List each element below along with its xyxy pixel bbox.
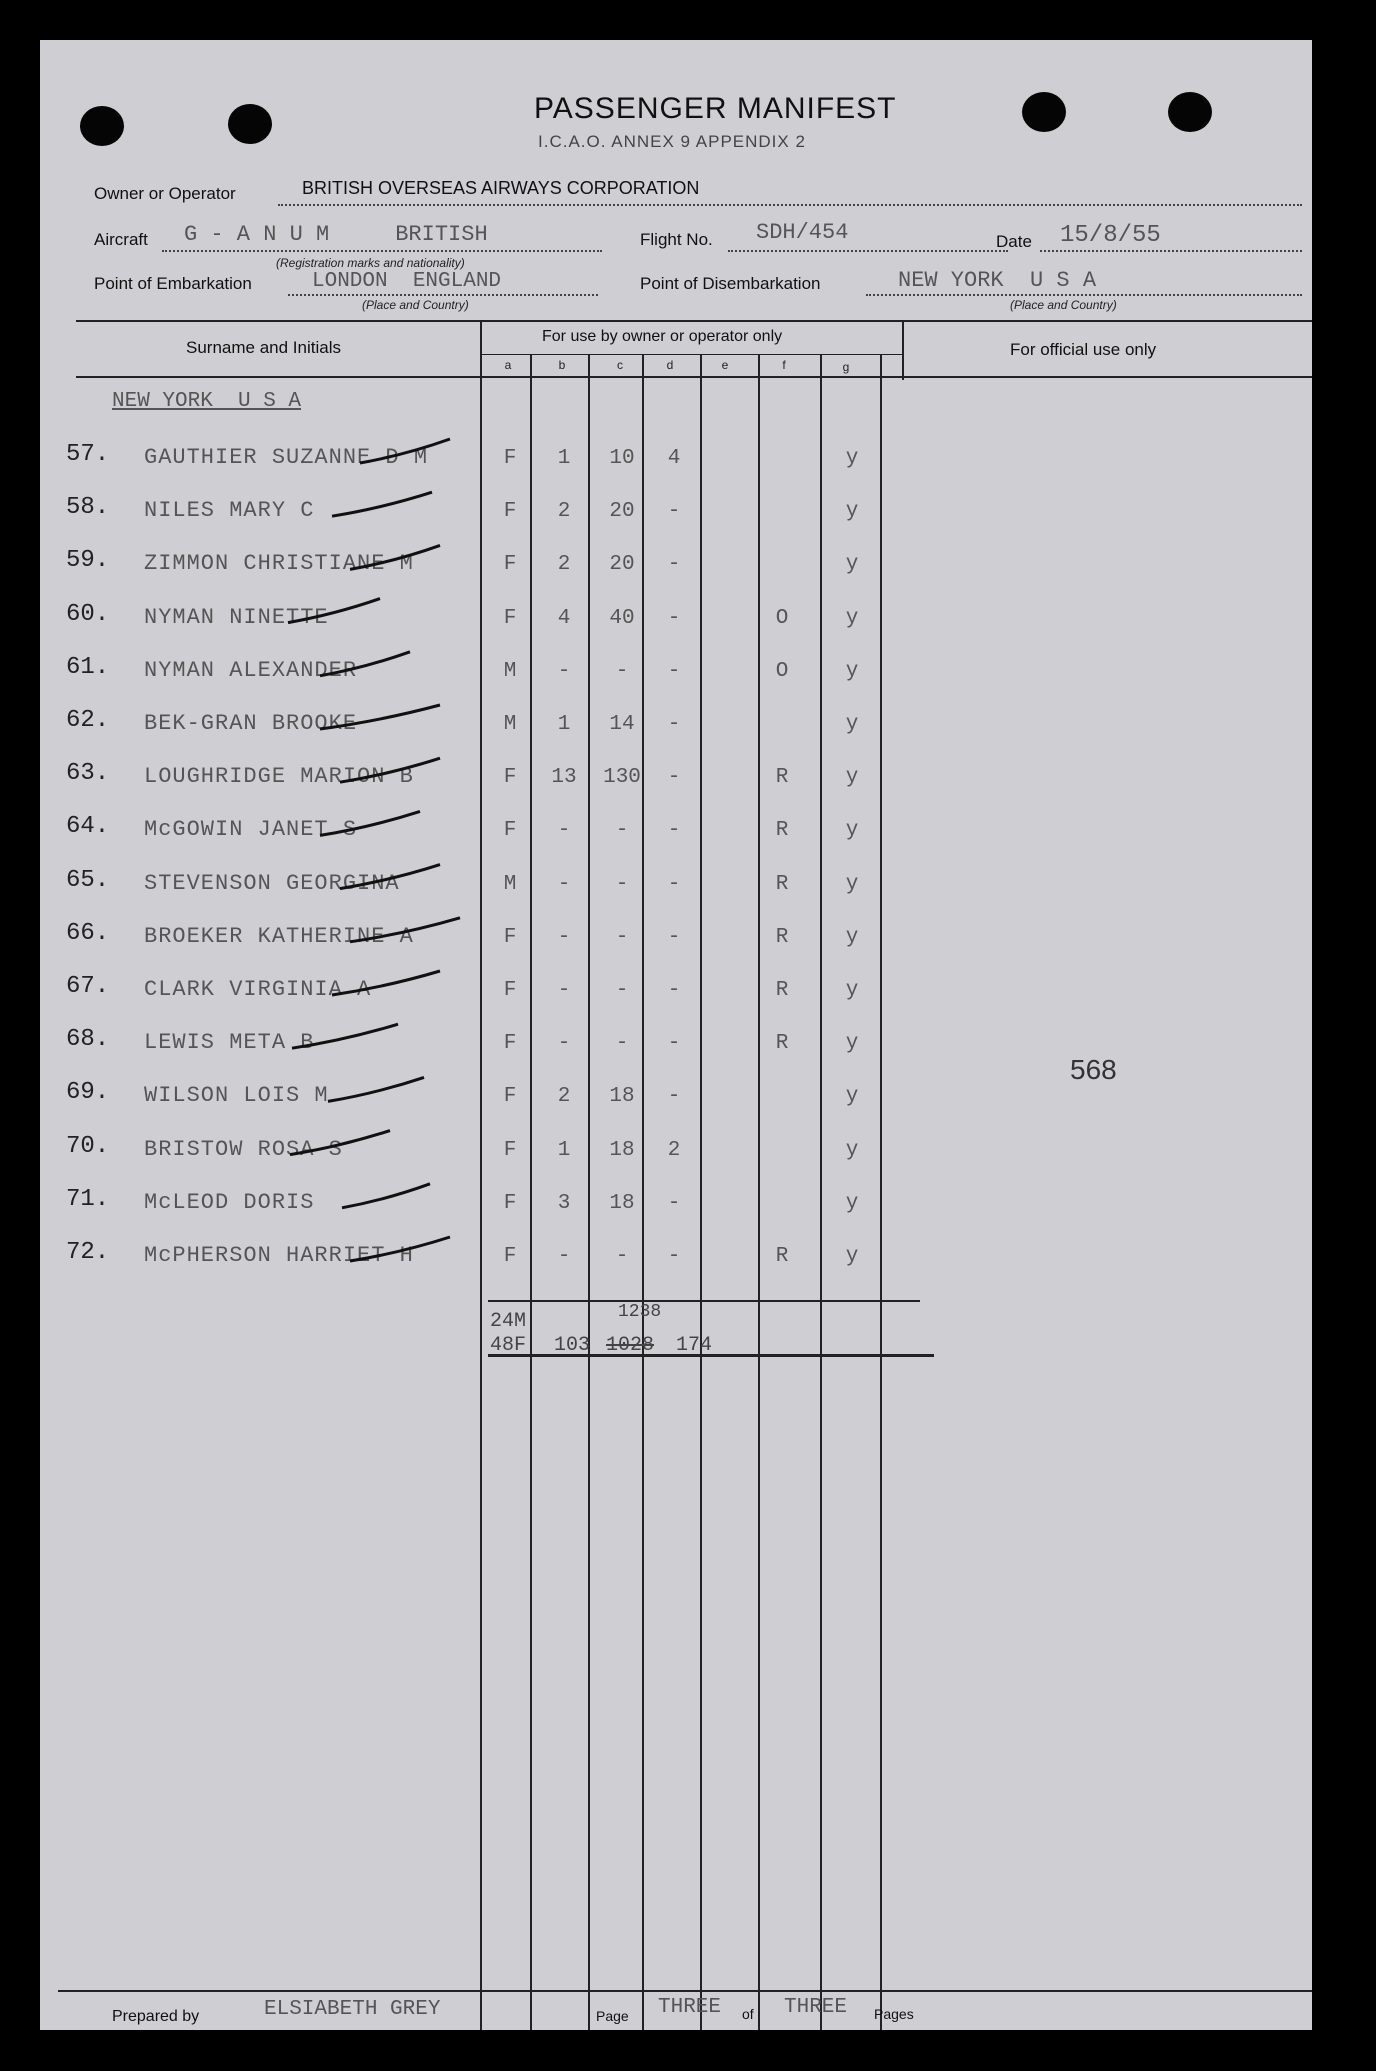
subcol-e: e: [721, 358, 729, 372]
col-official-header: For official use only: [1010, 340, 1157, 359]
cell-f: R: [775, 766, 789, 790]
check-stroke: [350, 545, 440, 569]
subcol-c: c: [617, 358, 623, 372]
subcol-d: d: [666, 358, 674, 372]
cell-b: -: [557, 1032, 571, 1056]
cell-b: 4: [557, 606, 571, 630]
passenger-name: NYMAN ALEXANDER: [144, 657, 358, 683]
cell-f: O: [775, 606, 789, 630]
row-number: 65.: [66, 866, 110, 894]
passenger-name: BROEKER KATHERINE A: [144, 923, 414, 949]
cell-c: 40: [609, 606, 635, 630]
owner-value: BRITISH OVERSEAS AIRWAYS CORPORATION: [302, 178, 700, 198]
cell-d: -: [667, 872, 681, 896]
cell-b: -: [557, 659, 571, 683]
passenger-name: LEWIS META B: [144, 1030, 315, 1056]
cell-g: y: [845, 500, 859, 524]
cell-f: R: [775, 1245, 789, 1268]
date-label: Date: [996, 232, 1032, 251]
cell-a: F: [503, 819, 517, 843]
total-c-struck: 1028: [606, 1334, 655, 1357]
check-stroke: [320, 652, 410, 676]
cell-g: y: [845, 1245, 859, 1268]
cell-g: y: [845, 1032, 859, 1056]
cell-d: -: [667, 766, 681, 790]
cell-d: -: [667, 1032, 681, 1056]
cell-f: R: [775, 1032, 789, 1056]
cell-c: 18: [609, 1085, 635, 1109]
subcol-g: g: [842, 360, 850, 374]
total-females: 48F: [490, 1334, 527, 1357]
cell-a: M: [503, 659, 517, 683]
prepared-label: Prepared by: [112, 2008, 200, 2025]
cell-g: y: [845, 713, 859, 736]
col-surname-header: Surname and Initials: [186, 338, 341, 357]
check-stroke: [290, 1131, 390, 1155]
subcol-a: a: [504, 358, 512, 372]
owner-label: Owner or Operator: [94, 184, 236, 203]
check-stroke: [350, 1237, 450, 1261]
cell-g: y: [845, 819, 859, 843]
cell-g: y: [845, 1138, 859, 1162]
cell-d: -: [667, 500, 681, 524]
manifest-sheet: [40, 40, 1312, 2030]
page-value: THREE: [658, 1996, 722, 2019]
prepared-value: ELSIABETH GREY: [264, 1998, 441, 2021]
check-stroke: [340, 758, 440, 782]
cell-b: -: [557, 925, 571, 949]
pen-check-marks: [40, 40, 1312, 2030]
cell-d: -: [667, 1191, 681, 1215]
disembark-label: Point of Disembarkation: [640, 274, 821, 293]
check-stroke: [332, 971, 440, 995]
cell-b: -: [557, 872, 571, 896]
row-number: 70.: [66, 1132, 110, 1160]
cell-c: -: [615, 1245, 629, 1268]
cell-d: -: [667, 819, 681, 843]
check-stroke: [320, 811, 420, 835]
cell-c: -: [615, 872, 629, 896]
cell-d: -: [667, 713, 681, 736]
cell-a: F: [503, 606, 517, 630]
cell-c: -: [615, 1032, 629, 1056]
row-number: 62.: [66, 707, 110, 734]
aircraft-value: G - A N U M BRITISH: [184, 222, 488, 247]
cell-c: 18: [609, 1191, 635, 1215]
cell-f: R: [775, 979, 789, 1002]
cell-b: 1: [557, 713, 571, 736]
cell-a: F: [503, 1032, 517, 1056]
page-title: PASSENGER MANIFEST: [534, 92, 897, 125]
row-number: 63.: [66, 760, 110, 788]
cell-d: -: [667, 979, 681, 1002]
cell-a: M: [503, 713, 517, 736]
cell-a: F: [503, 447, 517, 470]
check-stroke: [360, 439, 450, 463]
cell-b: 13: [551, 766, 577, 790]
date-value: 15/8/55: [1060, 222, 1161, 249]
total-c-corrected: 1238: [618, 1302, 662, 1322]
row-number: 72.: [66, 1239, 110, 1266]
check-stroke: [328, 1077, 424, 1101]
cell-g: y: [845, 606, 859, 630]
cell-d: -: [667, 925, 681, 949]
cell-g: y: [845, 766, 859, 790]
cell-a: M: [503, 872, 517, 896]
row-number: 66.: [66, 919, 110, 947]
passenger-name: McPHERSON HARRIET H: [144, 1243, 414, 1268]
row-number: 69.: [66, 1079, 110, 1107]
embark-note: (Place and Country): [362, 298, 469, 312]
cell-a: F: [503, 1191, 517, 1215]
total-b: 103: [554, 1334, 591, 1357]
cell-d: -: [667, 606, 681, 630]
disembark-note: (Place and Country): [1010, 298, 1117, 312]
cell-g: y: [845, 872, 859, 896]
cell-c: 130: [603, 766, 641, 790]
cell-c: 20: [609, 553, 635, 577]
cell-c: -: [615, 925, 629, 949]
cell-b: 2: [557, 1085, 571, 1109]
cell-f: R: [775, 819, 789, 843]
cell-b: 2: [557, 553, 571, 577]
of-value: THREE: [784, 1996, 848, 2019]
passenger-name: McGOWIN JANET S: [144, 817, 358, 843]
cell-a: F: [503, 925, 517, 949]
passenger-name: ZIMMON CHRISTIANE M: [144, 551, 414, 577]
passenger-name: GAUTHIER SUZANNE D M: [144, 445, 429, 470]
cell-g: y: [845, 553, 859, 577]
check-stroke: [292, 1024, 398, 1048]
cell-d: -: [667, 1245, 681, 1268]
cell-g: y: [845, 447, 859, 470]
row-number: 68.: [66, 1026, 110, 1054]
cell-a: F: [503, 979, 517, 1002]
row-number: 71.: [66, 1185, 110, 1213]
cell-g: y: [845, 659, 859, 683]
page-subtitle: I.C.A.O. ANNEX 9 APPENDIX 2: [538, 132, 806, 151]
section-heading: NEW YORK U S A: [112, 390, 302, 413]
flight-value: SDH/454: [756, 220, 849, 245]
cell-a: F: [503, 553, 517, 577]
cell-b: 3: [557, 1191, 571, 1215]
passenger-name: WILSON LOIS M: [144, 1083, 329, 1109]
passenger-name: NYMAN NINETTE: [144, 604, 329, 630]
cell-c: 18: [609, 1138, 635, 1162]
cell-b: 1: [557, 447, 571, 470]
cell-a: F: [503, 1138, 517, 1162]
cell-f: R: [775, 925, 789, 949]
aircraft-label: Aircraft: [94, 230, 148, 249]
flight-label: Flight No.: [640, 230, 713, 249]
page-label: Page: [596, 2008, 629, 2024]
cell-a: F: [503, 500, 517, 524]
row-number: 61.: [66, 653, 110, 681]
subcol-b: b: [558, 358, 566, 372]
passenger-name: McLEOD DORIS: [144, 1189, 315, 1215]
embark-label: Point of Embarkation: [94, 274, 252, 293]
official-number: 568: [1070, 1054, 1117, 1085]
check-stroke: [350, 918, 460, 942]
passenger-name: BEK-GRAN BROOKE: [144, 711, 358, 736]
col-operator-header: For use by owner or operator only: [542, 328, 783, 345]
disembark-value: NEW YORK U S A: [898, 268, 1097, 293]
cell-b: -: [557, 819, 571, 843]
check-stroke: [332, 492, 432, 516]
cell-c: 14: [609, 713, 635, 736]
row-number: 67.: [66, 973, 110, 1000]
row-number: 58.: [66, 494, 110, 522]
embark-value: LONDON ENGLAND: [312, 270, 502, 293]
cell-f: O: [775, 659, 789, 683]
check-stroke: [320, 705, 440, 729]
check-stroke: [288, 599, 380, 623]
passenger-name: BRISTOW ROSA S: [144, 1136, 343, 1162]
passenger-name: NILES MARY C: [144, 498, 315, 524]
row-number: 64.: [66, 813, 110, 841]
of-label: of: [742, 2006, 754, 2022]
cell-d: -: [667, 659, 681, 683]
passenger-name: CLARK VIRGINIA A: [144, 977, 372, 1002]
cell-g: y: [845, 925, 859, 949]
cell-a: F: [503, 1245, 517, 1268]
cell-b: 2: [557, 500, 571, 524]
cell-d: -: [667, 1085, 681, 1109]
aircraft-note: (Registration marks and nationality): [276, 256, 465, 270]
cell-b: 1: [557, 1138, 571, 1162]
passenger-name: STEVENSON GEORGINA: [144, 870, 400, 896]
cell-b: -: [557, 979, 571, 1002]
row-number: 57.: [66, 441, 110, 468]
cell-c: -: [615, 659, 629, 683]
pages-label: Pages: [874, 2006, 914, 2022]
cell-c: -: [615, 819, 629, 843]
check-stroke: [342, 1184, 430, 1208]
cell-b: -: [557, 1245, 571, 1268]
passenger-name: LOUGHRIDGE MARION B: [144, 764, 414, 790]
cell-g: y: [845, 1191, 859, 1215]
total-males: 24M: [490, 1310, 527, 1333]
row-number: 60.: [66, 600, 110, 628]
cell-f: R: [775, 872, 789, 896]
cell-c: 10: [609, 447, 635, 470]
subcol-f: f: [782, 358, 786, 372]
cell-a: F: [503, 1085, 517, 1109]
check-stroke: [340, 865, 440, 889]
cell-d: -: [667, 553, 681, 577]
cell-g: y: [845, 1085, 859, 1109]
total-d: 174: [676, 1334, 713, 1357]
cell-g: y: [845, 979, 859, 1002]
cell-c: 20: [609, 500, 635, 524]
cell-d: 4: [667, 447, 681, 470]
cell-d: 2: [667, 1138, 681, 1162]
row-number: 59.: [66, 547, 110, 575]
cell-a: F: [503, 766, 517, 790]
cell-c: -: [615, 979, 629, 1002]
